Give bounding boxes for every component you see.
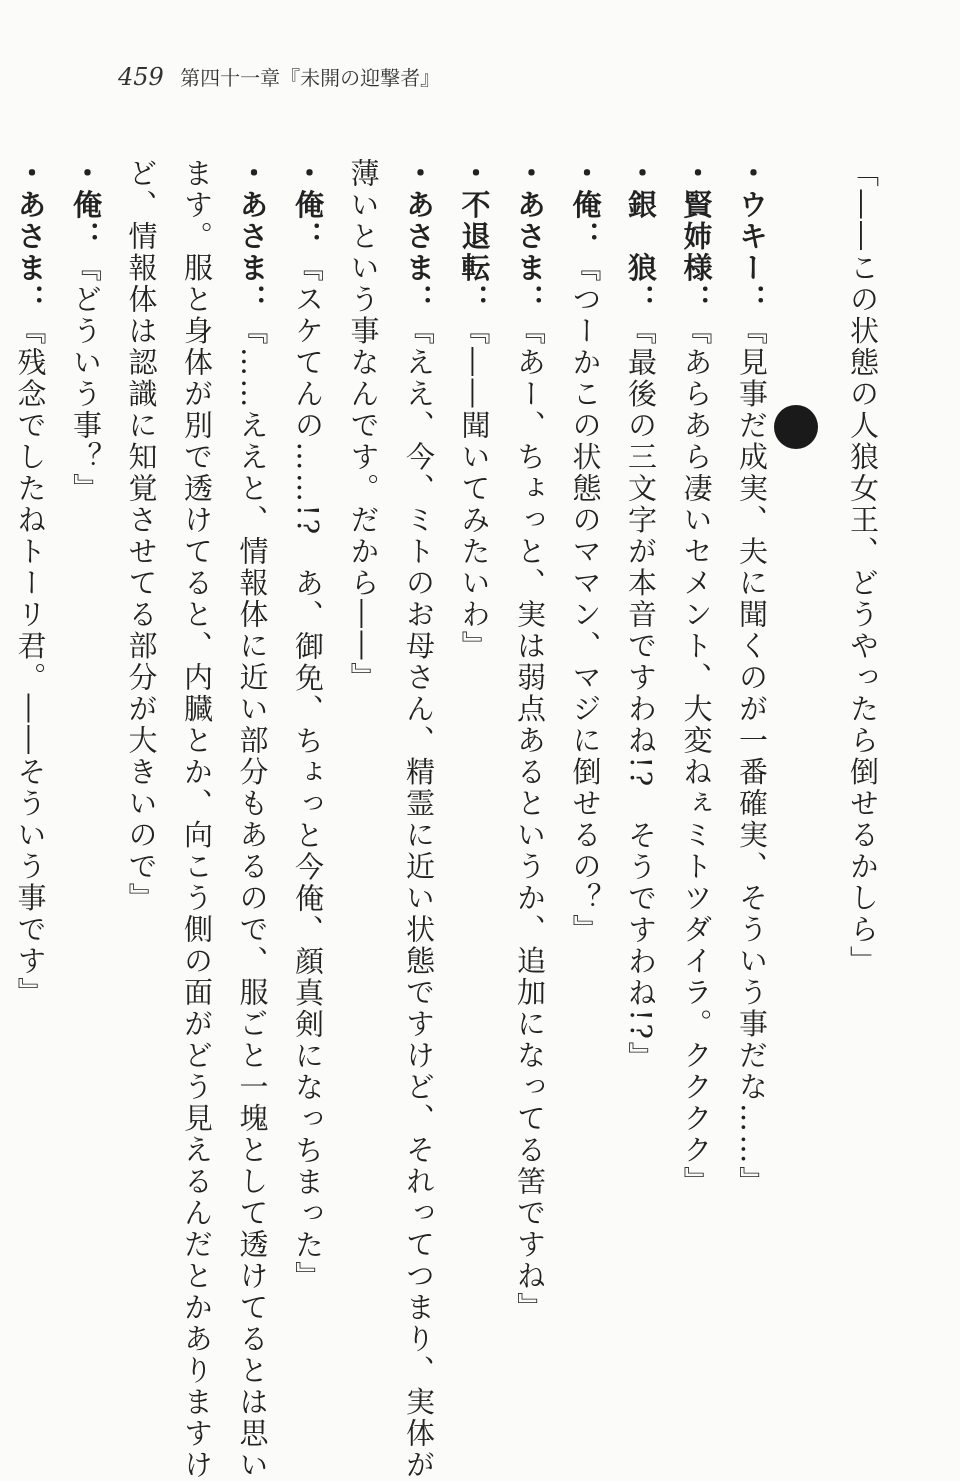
dialogue-line [668,158,724,1368]
chapter-title: 第四十一章『未開の迎撃者』 [180,66,440,90]
speaker-name: ・俺 [569,158,603,221]
dialogue-line [557,158,613,1368]
dialogue-text: 『つーかこの状態のママン、マジに倒せるの？』 [569,253,603,946]
speaker-name: ・ウキー [735,158,769,284]
dialogue-line [280,158,336,1368]
speaker-separator: ： [402,284,436,316]
dialogue-line [724,158,780,1368]
speaker-separator: ： [291,221,325,253]
speaker-separator: ： [14,284,48,316]
dialogue-text: 『――聞いてみたいわ』 [458,316,492,663]
speaker-name: ・あさま [236,158,270,284]
continuation-line: ます。服と身体が別で透けてると、内臓とか、向こう側の面がどう見えるんだとかありますけ [169,158,225,1368]
page-number: 459 [118,63,164,91]
page-header [118,62,440,91]
speaker-name: ・銀 狼 [624,158,658,284]
dialogue-text: 『……ええと、情報体に近い部分もあるので、服ごと一塊として透けてるとは思い [236,316,270,1481]
speaker-separator: ： [69,221,103,253]
dialogue-text: 『あらあら凄いセメント、大変ねぇミトツダイラ。クククク』 [680,316,714,1198]
speaker-separator: ： [458,284,492,316]
dialogue-line [58,158,114,1368]
dialogue-line [613,158,669,1368]
dialogue-line [2,158,58,1368]
dialogue-text: 『見事だ成実、夫に聞くのが一番確実、そういう事だな……』 [735,316,769,1198]
narration-line: 「――この状態の人狼女王、どうやったら倒せるかしら」 [835,158,891,1368]
speaker-name: ・あさま [402,158,436,284]
dialogue-text: 『あー、ちょっと、実は弱点あるというか、追加になってる筈ですね』 [513,316,547,1324]
blank-line [779,158,835,1368]
dialogue-text: 『どういう事？』 [69,253,103,505]
dialogue-line [446,158,502,1368]
continuation-line: ど、情報体は認識に知覚させてる部分が大きいので』 [113,158,169,1368]
vertical-body-text [2,158,890,1368]
speaker-name: ・俺 [291,158,325,221]
speaker-separator: ： [513,284,547,316]
speaker-separator: ： [569,221,603,253]
speaker-separator: ： [735,284,769,316]
speaker-separator: ： [680,284,714,316]
continuation-line: 薄いという事なんです。だから――』 [335,158,391,1368]
dialogue-text: 『ええ、今、ミトのお母さん、精霊に近い状態ですけど、それってつまり、実体が [402,316,436,1481]
speaker-name: ・あさま [14,158,48,284]
dialogue-line [224,158,280,1368]
speaker-separator: ： [236,284,270,316]
speaker-name: ・賢姉様 [680,158,714,284]
dialogue-text: 『スケてんの……!? あ、御免、ちょっと今俺、顔真剣になっちまった』 [291,253,325,1293]
dialogue-text: 『最後の三文字が本音ですわね!? そうですわね!?』 [624,316,658,1073]
dialogue-line [391,158,447,1368]
dialogue-text: 『残念でしたねトーリ君。――そういう事です』 [14,316,48,1009]
dialogue-line [502,158,558,1368]
speaker-separator: ： [624,284,658,316]
speaker-name: ・不退転 [458,158,492,284]
speaker-name: ・俺 [69,158,103,221]
speaker-name: ・あさま [513,158,547,284]
